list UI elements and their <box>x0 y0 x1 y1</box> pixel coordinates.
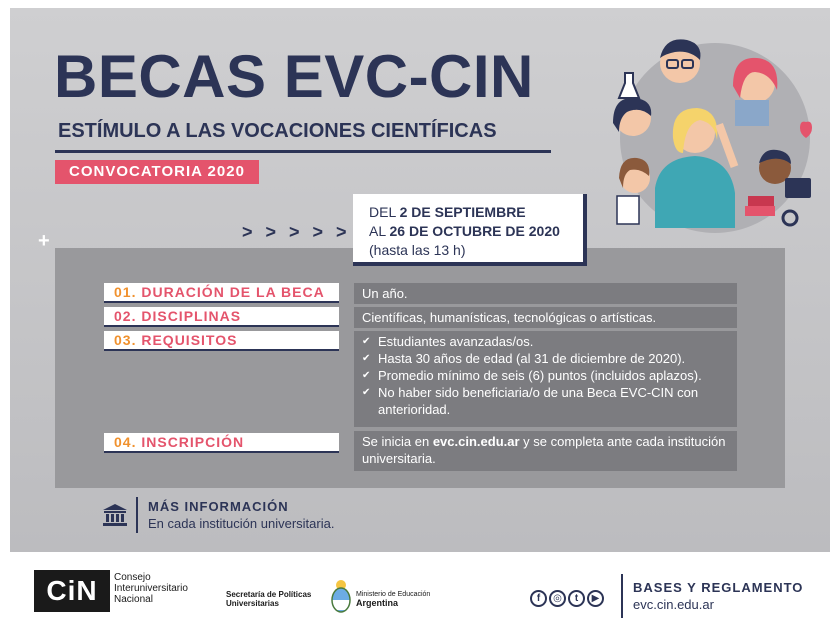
list-item: ✔ Estudiantes avanzadas/os. <box>362 333 729 350</box>
date-line-2: AL 26 DE OCTUBRE DE 2020 <box>369 223 560 239</box>
date-line-3: (hasta las 13 h) <box>369 242 466 258</box>
footer <box>0 552 840 630</box>
youtube-icon[interactable]: ▶ <box>587 590 604 607</box>
section-value-requisitos <box>354 331 737 427</box>
page-subtitle: ESTÍMULO A LAS VOCACIONES CIENTÍFICAS <box>58 120 497 142</box>
section-label-inscripcion: 04. INSCRIPCIÓN <box>104 433 339 453</box>
bases-heading: BASES Y REGLAMENTO <box>633 580 804 595</box>
section-label-requisitos: 03. REQUISITOS <box>104 331 339 351</box>
more-info <box>102 496 334 534</box>
section-label-duracion: 01. DURACIÓN DE LA BECA <box>104 283 339 303</box>
footer-divider <box>621 574 623 618</box>
section-label-disciplinas: 02. DISCIPLINAS <box>104 307 339 327</box>
instagram-icon[interactable]: ◎ <box>549 590 566 607</box>
more-info-heading: MÁS INFORMACIÓN <box>148 499 289 514</box>
date-box <box>353 194 587 266</box>
ministerio-name: Ministerio de Educación Argentina <box>356 591 431 608</box>
bases-block <box>633 579 803 613</box>
page-title: BECAS EVC-CIN <box>54 43 534 110</box>
cin-logo: CiN <box>34 570 110 612</box>
social-icons <box>530 590 604 607</box>
inscripcion-link[interactable]: evc.cin.edu.ar <box>432 434 520 449</box>
twitter-icon[interactable]: t <box>568 590 585 607</box>
subtitle-underline <box>55 150 551 153</box>
requisitos-list <box>362 333 729 418</box>
argentina-shield-icon <box>330 579 352 613</box>
plus-decoration: + <box>38 230 50 252</box>
more-info-text: En cada institución universitaria. <box>148 516 335 531</box>
section-value-duracion: Un año. <box>354 283 737 304</box>
secretaria-name: Secretaría de Políticas Universitarias <box>226 590 312 608</box>
date-line-1: DEL 2 DE SEPTIEMBRE <box>369 204 526 220</box>
cin-name: Consejo Interuniversitario Nacional <box>114 572 188 605</box>
more-info-divider <box>136 497 138 533</box>
facebook-icon[interactable]: f <box>530 590 547 607</box>
bases-url-link[interactable]: evc.cin.edu.ar <box>633 597 714 612</box>
convocatoria-badge: CONVOCATORIA 2020 <box>55 160 259 184</box>
students-illustration <box>605 28 820 238</box>
list-item: ✔ Promedio mínimo de seis (6) puntos (incluidos aplazos). <box>362 367 729 384</box>
section-value-disciplinas: Científicas, humanísticas, tecnológicas o artísticas. <box>354 307 737 328</box>
section-value-inscripcion: Se inicia en evc.cin.edu.ar y se completa ante cada institución universitaria. <box>354 431 737 471</box>
list-item: ✔ No haber sido beneficiaria/o de una Beca EVC-CIN con anterioridad. <box>362 384 729 418</box>
list-item: ✔ Hasta 30 años de edad (al 31 de diciembre de 2020). <box>362 350 729 367</box>
poster <box>10 8 830 552</box>
university-building-icon <box>102 503 128 527</box>
arrows-decoration: > > > > > <box>242 222 351 242</box>
